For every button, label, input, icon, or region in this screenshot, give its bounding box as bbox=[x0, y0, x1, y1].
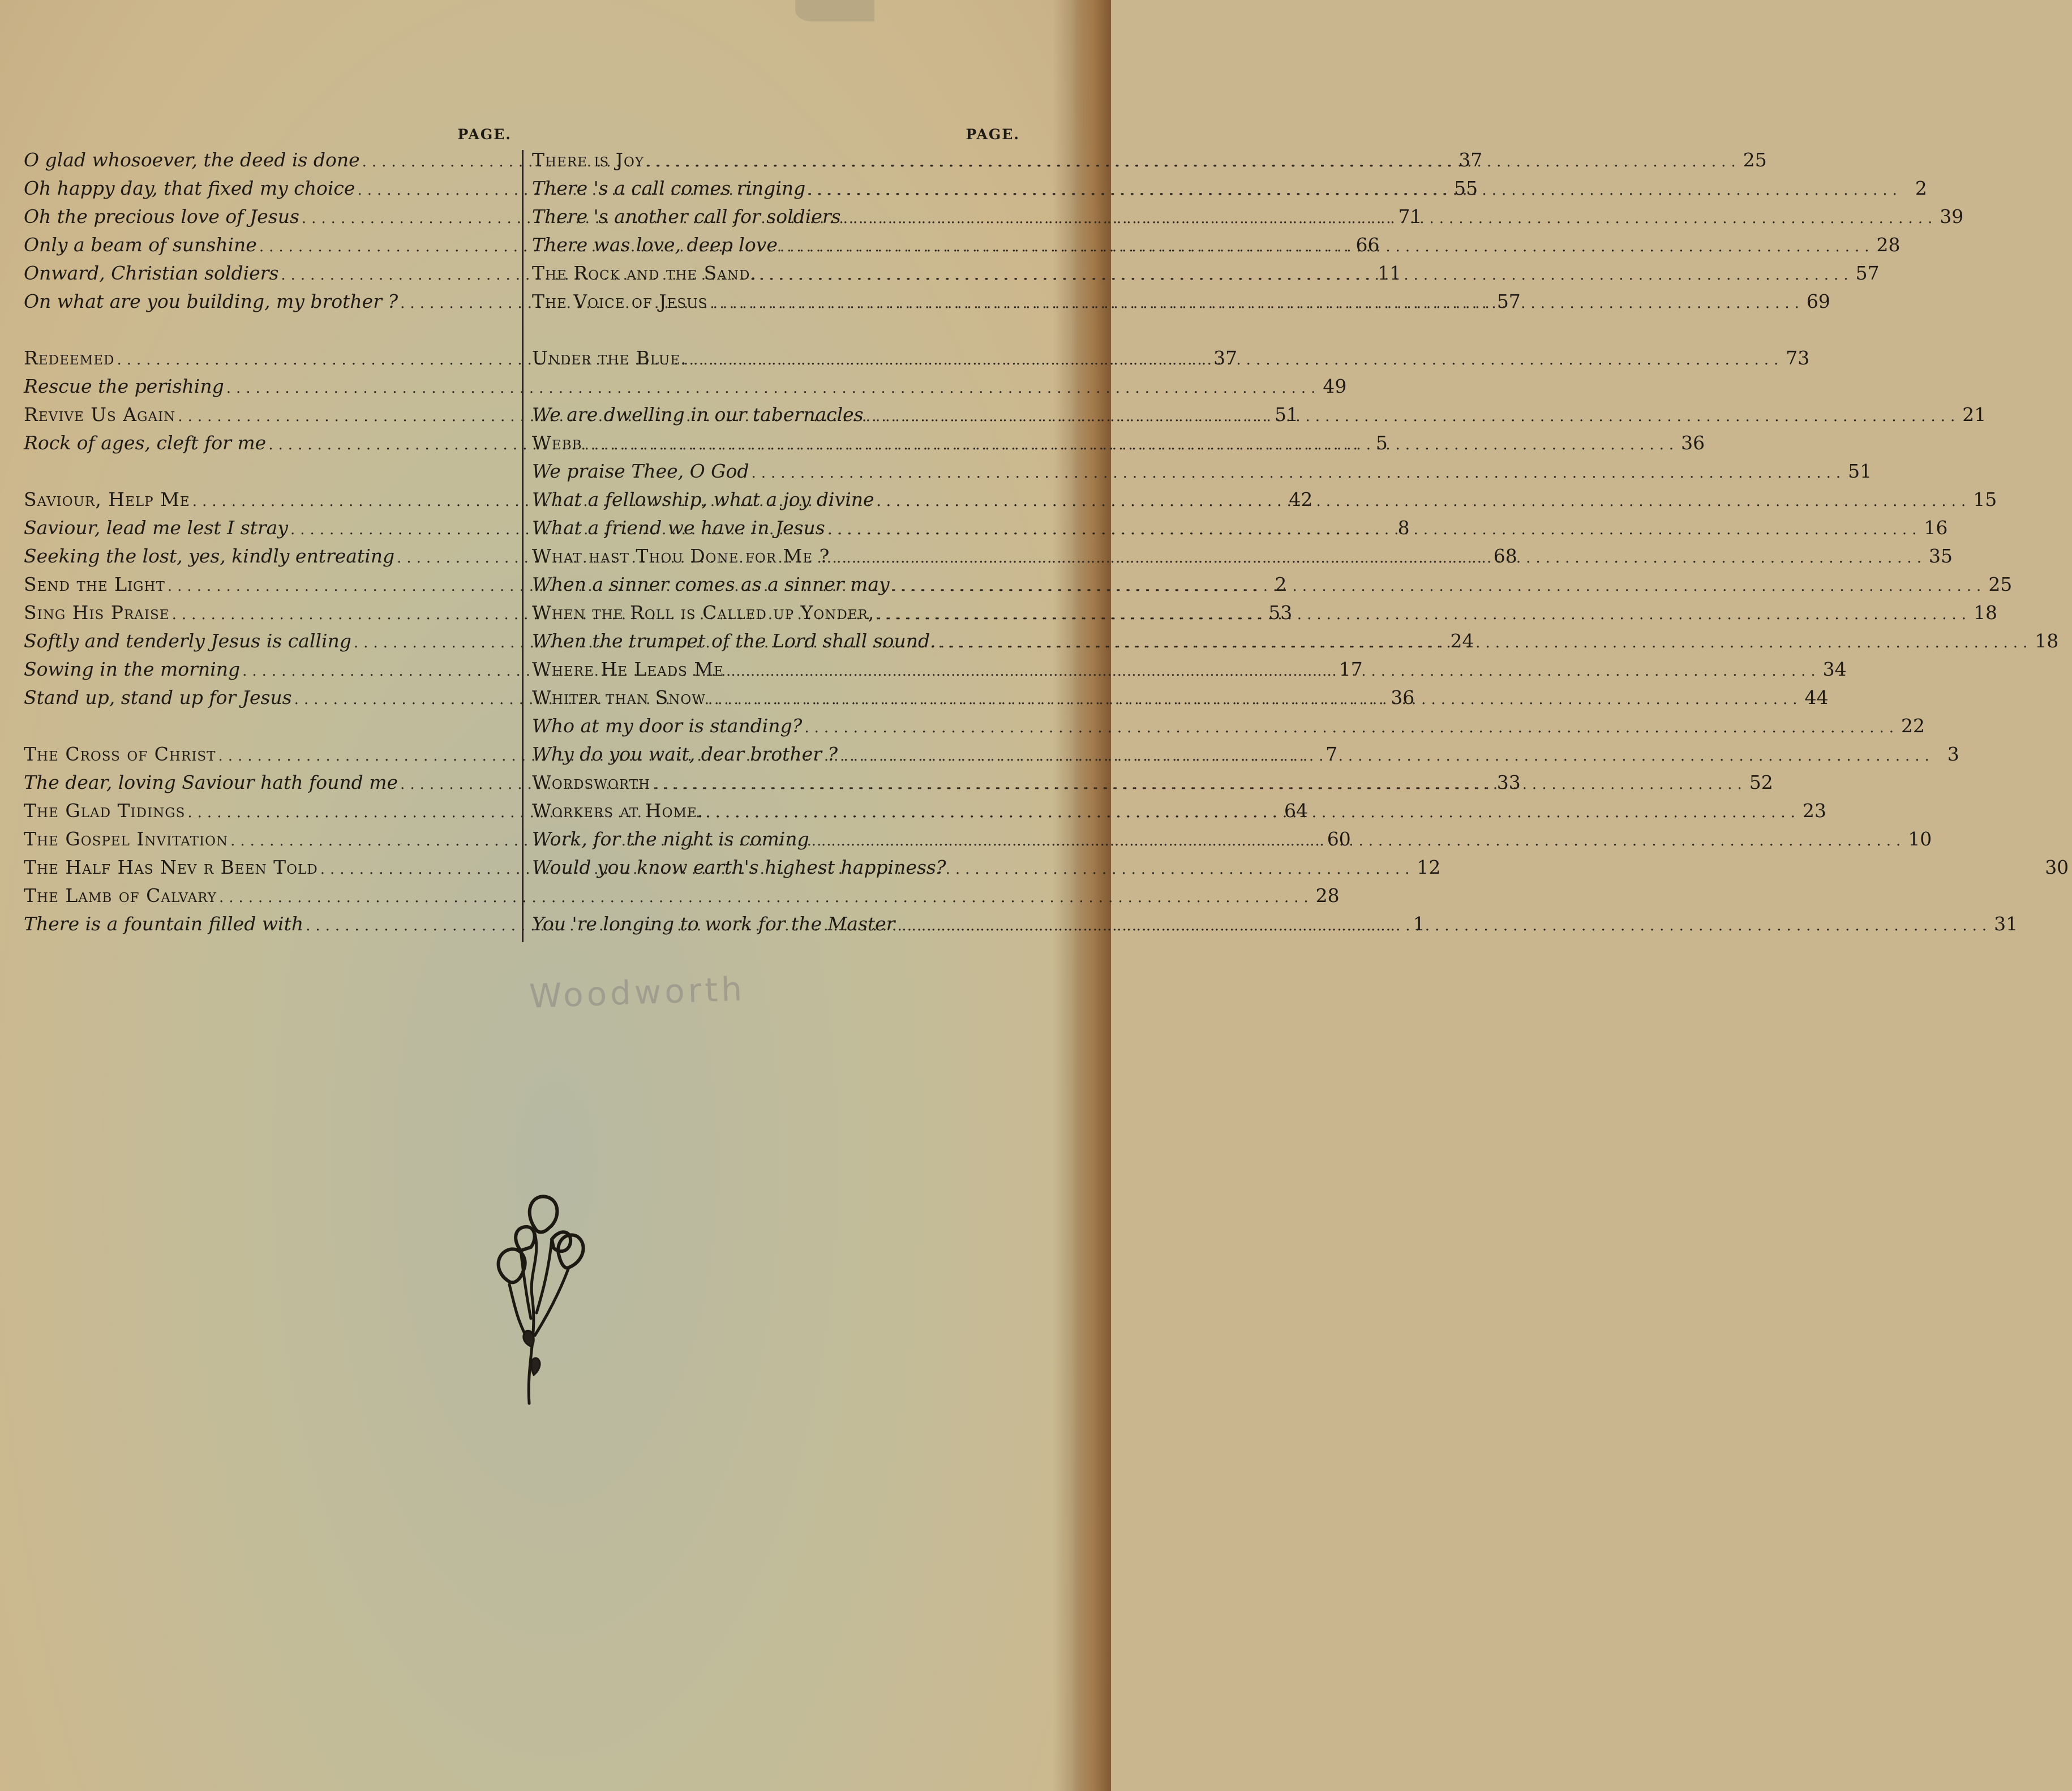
index-entry bbox=[24, 882, 1340, 910]
entry-title: When the trumpet of the Lord shall sound. bbox=[532, 630, 936, 652]
entry-page-number: 28 bbox=[1315, 884, 1340, 907]
entry-title: There is a fountain filled with bbox=[24, 913, 304, 935]
entry-title: Who at my door is standing? bbox=[532, 715, 803, 737]
entry-page-number: 66 bbox=[1355, 234, 1380, 256]
dot-leader bbox=[706, 685, 1805, 714]
entry-title: When a sinner comes as a sinner may bbox=[532, 573, 890, 595]
dot-leader bbox=[890, 572, 1989, 600]
entry-title: Sing His Praise bbox=[24, 602, 170, 624]
dot-leader bbox=[874, 487, 1974, 516]
entry-page-number: 51 bbox=[1274, 403, 1298, 426]
entry-title: The Cross of Christ bbox=[24, 743, 216, 765]
entry-page-number: 28 bbox=[1876, 234, 1901, 256]
entry-title: O glad whosoever, the deed is done bbox=[24, 149, 360, 171]
dot-leader bbox=[802, 714, 1901, 742]
entry-title: The Rock and the Sand. bbox=[532, 262, 757, 284]
entry-page-number: 33 bbox=[1496, 771, 1521, 793]
dot-leader bbox=[838, 742, 1937, 770]
entry-page-number: 36 bbox=[1391, 686, 1415, 708]
entry-title: We praise Thee, O God bbox=[532, 460, 749, 482]
dot-leader bbox=[778, 233, 1877, 261]
entry-page-number: 3 bbox=[1947, 743, 1959, 765]
entry-page-number: 37 bbox=[1213, 347, 1238, 369]
entry-title: Send the Light bbox=[24, 573, 165, 595]
dot-leader bbox=[841, 204, 1940, 233]
entry-page-number: 69 bbox=[1806, 290, 1830, 312]
entry-title: The Lamb of Calvary bbox=[24, 884, 217, 907]
dot-leader bbox=[936, 629, 2035, 657]
flower-ornament-icon bbox=[475, 1177, 594, 1409]
entry-title: What a friend we have in Jesus bbox=[532, 517, 825, 539]
column-divider bbox=[522, 150, 524, 942]
index-entry bbox=[532, 910, 2018, 938]
entry-title: Seeking the lost, yes, kindly entreating bbox=[24, 545, 395, 567]
entry-page-number: 60 bbox=[1327, 828, 1351, 850]
dot-leader bbox=[805, 176, 1904, 204]
entry-title: Oh happy day, that fixed my choice bbox=[24, 177, 355, 199]
dot-leader bbox=[874, 600, 1974, 629]
entry-page-number: 39 bbox=[1940, 205, 1964, 227]
entry-page-number: 2 bbox=[1915, 177, 1927, 199]
entry-page-number: 12 bbox=[1417, 856, 1441, 878]
dot-leader bbox=[703, 798, 1803, 827]
entry-page-number: 25 bbox=[1988, 573, 2013, 595]
entry-title: Wordsworth bbox=[532, 771, 651, 793]
entry-page-number: 52 bbox=[1749, 771, 1773, 793]
entry-page-number: 37 bbox=[1458, 149, 1483, 171]
entry-page-number: 57 bbox=[1496, 290, 1521, 312]
entry-page-number: 57 bbox=[1855, 262, 1880, 284]
entry-page-number: 21 bbox=[1962, 403, 1987, 426]
entry-title: Sowing in the morning bbox=[24, 658, 241, 680]
entry-title: Why do you wait, dear brother ? bbox=[532, 743, 838, 765]
dot-leader bbox=[650, 770, 1749, 798]
entry-page-number: 49 bbox=[1323, 375, 1347, 397]
entry-title: Whiter than Snow bbox=[532, 686, 706, 708]
entry-page-number: 36 bbox=[1681, 432, 1705, 454]
paper-tear bbox=[795, 0, 874, 22]
dot-leader bbox=[825, 516, 1924, 544]
entry-title: Saviour, lead me lest I stray bbox=[24, 517, 288, 539]
entry-title: Webb bbox=[532, 432, 582, 454]
entry-title: Redeemed bbox=[24, 347, 115, 369]
entry-title: On what are you building, my brother ? bbox=[24, 290, 398, 312]
dot-leader bbox=[864, 402, 1963, 431]
entry-page-number: 24 bbox=[1450, 630, 1474, 652]
entry-title: The Half Has Nev r Been Told bbox=[24, 856, 318, 878]
dot-leader bbox=[749, 459, 1848, 487]
pencil-annotation: Woodworth bbox=[528, 969, 747, 1016]
entry-title: The dear, loving Saviour hath found me bbox=[24, 771, 398, 793]
dot-leader bbox=[707, 289, 1807, 317]
entry-title: Stand up, stand up for Jesus bbox=[24, 686, 292, 708]
index-entry bbox=[532, 740, 1959, 768]
entry-title: Softly and tenderly Jesus is calling bbox=[24, 630, 351, 652]
entry-title: What hast Thou Done for Me ? bbox=[532, 545, 830, 567]
entry-title: Revive Us Again bbox=[24, 403, 176, 426]
entry-title: There was love, deep love bbox=[532, 234, 778, 256]
entry-title: Onward, Christian soldiers bbox=[24, 262, 279, 284]
entry-page-number: 51 bbox=[1848, 460, 1872, 482]
entry-title: What a fellowship, what a joy divine bbox=[532, 488, 874, 510]
entry-title: Work, for the night is coming bbox=[532, 828, 809, 850]
entry-page-number: 30 bbox=[2045, 856, 2069, 878]
index-entry bbox=[532, 712, 1925, 740]
entry-title: We are dwelling in our tabernacles bbox=[532, 403, 864, 426]
dot-leader bbox=[757, 261, 1856, 289]
entry-page-number: 10 bbox=[1908, 828, 1932, 850]
entry-page-number: 53 bbox=[1268, 602, 1293, 624]
dot-leader bbox=[895, 912, 1994, 940]
entry-title: Oh the precious love of Jesus bbox=[24, 205, 299, 227]
dot-leader bbox=[582, 431, 1681, 459]
entry-page-number: 73 bbox=[1786, 347, 1810, 369]
entry-title: Only a beam of sunshine bbox=[24, 234, 257, 256]
entry-page-number: 22 bbox=[1901, 715, 1925, 737]
entry-page-number: 7 bbox=[1325, 743, 1338, 765]
index-entry bbox=[532, 570, 2013, 599]
entry-title: Workers at Home. bbox=[532, 800, 704, 822]
entry-title: Would you know earth's highest happiness? bbox=[532, 856, 946, 878]
index-entry bbox=[532, 457, 1872, 486]
entry-title: Rescue the perishing bbox=[24, 375, 224, 397]
entry-title: Rock of ages, cleft for me bbox=[24, 432, 267, 454]
dot-leader bbox=[830, 544, 1929, 572]
index-entry bbox=[24, 372, 1347, 401]
entry-page-number: 5 bbox=[1375, 432, 1388, 454]
entry-page-number: 64 bbox=[1284, 800, 1309, 822]
entry-title: Under the Blue. bbox=[532, 347, 687, 369]
entry-page-number: 55 bbox=[1454, 177, 1478, 199]
dot-leader bbox=[644, 148, 1743, 176]
entry-page-number: 31 bbox=[1994, 913, 2018, 935]
entry-page-number: 11 bbox=[1378, 262, 1402, 284]
entry-page-number: 18 bbox=[1974, 602, 1998, 624]
entry-page-number: 71 bbox=[1398, 205, 1422, 227]
index-entry bbox=[532, 429, 1705, 457]
entry-page-number: 18 bbox=[2035, 630, 2059, 652]
entry-title: There 's a call comes ringing bbox=[532, 177, 806, 199]
page-column-header: PAGE. bbox=[457, 126, 512, 143]
entry-page-number: 44 bbox=[1804, 686, 1829, 708]
entry-title: There 's another call for soldiers bbox=[532, 205, 841, 227]
entry-page-number: 1 bbox=[1413, 913, 1425, 935]
dot-leader bbox=[687, 346, 1786, 374]
entry-page-number: 68 bbox=[1493, 545, 1517, 567]
entry-page-number: 17 bbox=[1339, 658, 1363, 680]
entry-title: The Voice of Jesus bbox=[532, 290, 708, 312]
entry-page-number: 35 bbox=[1928, 545, 1953, 567]
entry-page-number: 25 bbox=[1743, 149, 1767, 171]
entry-page-number: 8 bbox=[1397, 517, 1410, 539]
page-column-header: PAGE. bbox=[966, 126, 1020, 143]
entry-page-number: 23 bbox=[1802, 800, 1826, 822]
entry-page-number: 34 bbox=[1822, 658, 1847, 680]
entry-page-number: 16 bbox=[1924, 517, 1948, 539]
entry-page-number: 2 bbox=[1275, 573, 1287, 595]
entry-page-number: 15 bbox=[1973, 488, 1997, 510]
entry-page-number: 42 bbox=[1289, 488, 1313, 510]
dot-leader bbox=[809, 827, 1908, 855]
index-entry bbox=[532, 514, 1948, 542]
entry-title: When the Roll is Called up Yonder, bbox=[532, 602, 875, 624]
entry-title: The Glad Tidings bbox=[24, 800, 186, 822]
entry-title: The Gospel Invitation bbox=[24, 828, 229, 850]
entry-title: There is Joy bbox=[532, 149, 645, 171]
dot-leader bbox=[724, 657, 1823, 685]
entry-title: Where He Leads Me bbox=[532, 658, 724, 680]
entry-title: You 're longing to work for the Master bbox=[532, 913, 895, 935]
entry-title: Saviour, Help Me bbox=[24, 488, 190, 510]
